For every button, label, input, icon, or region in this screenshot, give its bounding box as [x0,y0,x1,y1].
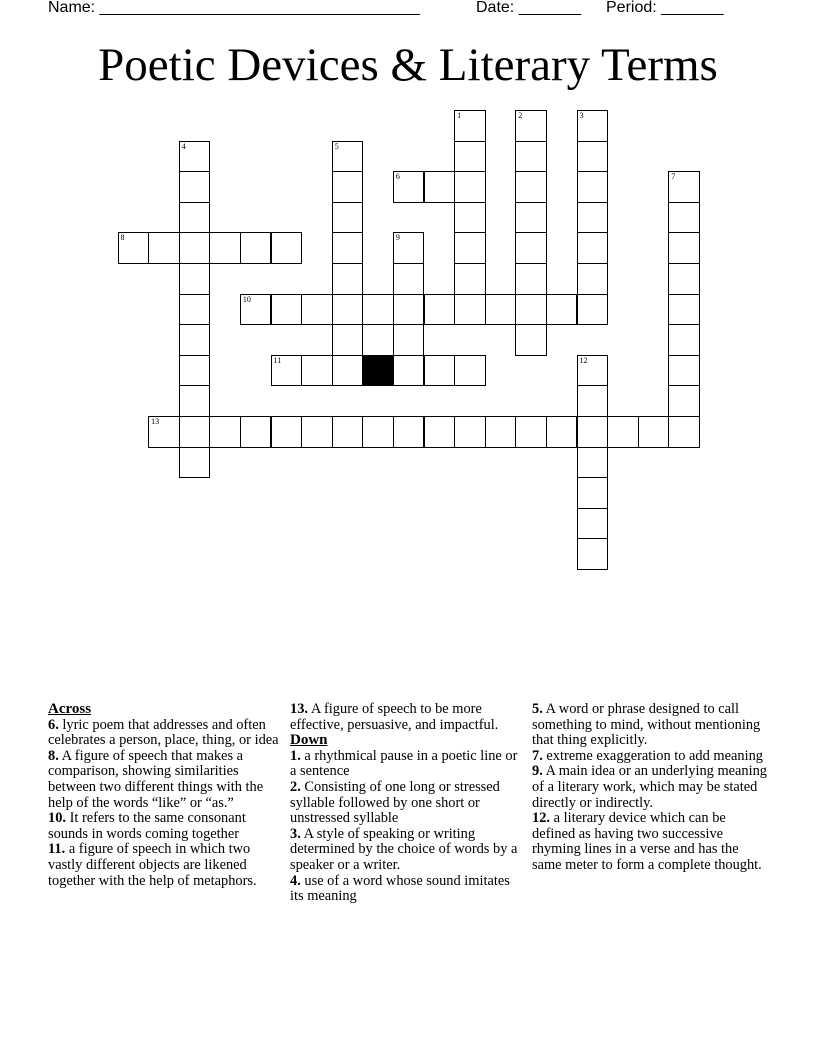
crossword-cell[interactable] [515,263,547,295]
crossword-cell[interactable] [393,263,425,295]
crossword-cell[interactable] [577,110,609,142]
crossword-cell[interactable] [668,385,700,417]
crossword-cell[interactable] [179,355,211,387]
crossword-cell[interactable] [577,385,609,417]
clue-number: 13. [290,701,308,717]
crossword-cell[interactable] [668,202,700,234]
crossword-cell[interactable] [148,232,180,264]
clue-text: A figure of speech that makes a comparison, showing similarities between two different things with the help of the words “like” or “as.” [48,747,264,811]
crossword-cell[interactable] [179,447,211,479]
crossword-cell[interactable] [179,385,211,417]
clue-text: use of a word whose sound imitates its meaning [290,872,510,905]
crossword-cell[interactable] [577,232,609,264]
clue-number-label: 9 [395,233,400,243]
crossword-cell[interactable] [546,416,578,448]
clue-down-7 [532,749,768,765]
clue-down-2 [290,780,526,827]
crossword-cell[interactable] [515,324,547,356]
crossword-cell[interactable] [362,416,394,448]
clue-number-label: 13 [151,417,160,426]
clue-number-label: 2 [518,111,523,120]
clue-text: a literary device which can be defined as having two successive rhyming lines in a verse and has the same meter to form a complete thought. [532,810,762,873]
clue-across-10 [48,811,284,842]
crossword-cell[interactable] [485,294,517,326]
clue-across-11 [48,842,284,889]
clue-text: A figure of speech to be more effective, persuasive, and impactful. [290,701,499,733]
clue-across-13 [290,702,526,733]
clue-number-label: 8 [120,233,125,243]
crossword-cell[interactable] [577,141,609,173]
crossword-cell[interactable] [179,202,211,234]
crossword-cell[interactable] [179,141,211,173]
crossword-cell[interactable] [393,232,425,264]
crossword-cell[interactable] [332,416,364,448]
crossword-cell[interactable] [454,263,486,295]
clue-down-1 [290,749,526,780]
clue-down-3 [290,827,526,874]
crossword-cell[interactable] [424,171,456,203]
crossword-cell[interactable] [393,294,425,326]
crossword-cell[interactable] [454,110,486,142]
crossword-cell[interactable] [179,171,211,203]
crossword-cell[interactable] [424,294,456,326]
crossword-cell[interactable] [485,416,517,448]
crossword-cell[interactable] [393,355,425,387]
clue-number: 5. [532,701,543,717]
crossword-cell[interactable] [577,294,609,326]
clue-text: Consisting of one long or stressed syllable followed by one short or unstressed syllable [290,778,500,827]
clue-number: 6. [48,716,59,733]
crossword-cell[interactable] [332,294,364,326]
crossword-cell[interactable] [332,171,364,203]
crossword-cell[interactable] [332,263,364,295]
crossword-cell[interactable] [577,202,609,234]
black-cell [362,355,394,387]
crossword-cell[interactable] [577,416,609,448]
crossword-cell[interactable] [301,416,333,448]
crossword-cell[interactable] [179,416,211,448]
crossword-cell[interactable] [362,294,394,326]
clue-number-label: 3 [579,111,584,120]
clue-text: a rhythmical pause in a poetic line or a sentence [290,747,518,780]
crossword-cell[interactable] [515,171,547,203]
crossword-cell[interactable] [332,355,364,387]
crossword-cell[interactable] [515,110,547,142]
clue-number: 2. [290,778,301,795]
crossword-cell[interactable] [515,202,547,234]
clue-number-label: 5 [334,141,339,151]
crossword-cell[interactable] [515,141,547,173]
across-heading: Across [48,701,92,717]
clue-number-label: 10 [242,294,251,304]
crossword-cell[interactable] [577,263,609,295]
crossword-cell[interactable] [577,538,609,570]
crossword-cell[interactable] [668,294,700,326]
crossword-cell[interactable] [209,416,241,448]
clue-across-6 [48,718,284,749]
clue-text: A word or phrase designed to call something to mind, without mentioning that thing explicitly. [532,701,761,749]
crossword-cell[interactable] [271,294,303,326]
crossword-cell[interactable] [454,294,486,326]
clue-text: A style of speaking or writing determined by the choice of words by a speaker or a writer. [290,825,518,873]
crossword-cell[interactable] [515,232,547,264]
crossword-cell[interactable] [515,416,547,448]
crossword-cell[interactable] [668,416,700,448]
crossword-cell[interactable] [454,355,486,387]
clue-number: 9. [532,763,543,780]
crossword-cell[interactable] [577,508,609,540]
clue-text: a figure of speech in which two vastly different objects are likened together with the help of metaphors. [48,841,257,889]
crossword-cell[interactable] [454,141,486,173]
clue-number: 7. [532,747,543,764]
crossword-cell[interactable] [240,232,272,264]
clue-number: 4. [290,872,301,889]
crossword-cell[interactable] [454,202,486,234]
page-title: Poetic Devices & Literary Terms [98,39,718,91]
crossword-cell[interactable] [179,232,211,264]
crossword-cell[interactable] [301,355,333,387]
crossword-cell[interactable] [577,477,609,509]
clue-number-label: 12 [579,355,588,365]
crossword-cell[interactable] [148,416,180,448]
clue-number: 11. [48,841,66,858]
clue-number: 12. [532,810,550,827]
crossword-cell[interactable] [577,171,609,203]
crossword-cell[interactable] [668,263,700,295]
crossword-cell[interactable] [454,171,486,203]
clue-text: A main idea or an underlying meaning of a literary work, which may be stated directly or indirectly. [532,763,768,811]
crossword-cell[interactable] [546,294,578,326]
name-field: Name: ____________________________________ [48,0,420,16]
clue-text: lyric poem that addresses and often celebrates a person, place, thing, or idea [48,716,279,749]
clue-down-12 [532,811,768,873]
crossword-cell[interactable] [332,232,364,264]
clue-down-5 [532,702,768,749]
crossword-cell[interactable] [668,324,700,356]
crossword-cell[interactable] [301,294,333,326]
crossword-cell[interactable] [393,171,425,203]
clue-number: 10. [48,810,66,827]
crossword-cell[interactable] [332,324,364,356]
crossword-cell[interactable] [424,416,456,448]
clue-number-label: 7 [671,172,676,182]
crossword-cell[interactable] [209,232,241,264]
clues-column-2 [290,702,526,905]
crossword-cell[interactable] [179,324,211,356]
crossword-cell[interactable] [577,447,609,479]
crossword-cell[interactable] [454,232,486,264]
clue-across-8 [48,749,284,811]
crossword-cell[interactable] [454,416,486,448]
clue-number-label: 4 [181,141,186,151]
clue-down-9 [532,764,768,811]
crossword-cell[interactable] [240,416,272,448]
period-field: Period: _______ [606,0,724,16]
crossword-cell[interactable] [332,202,364,234]
crossword-cell[interactable] [332,141,364,173]
clue-down-4 [290,874,526,905]
crossword-cell[interactable] [179,294,211,326]
crossword-cell[interactable] [668,171,700,203]
crossword-cell[interactable] [393,324,425,356]
crossword-cell[interactable] [515,294,547,326]
down-heading: Down [290,732,328,749]
clue-number: 8. [48,747,59,764]
crossword-cell[interactable] [271,232,303,264]
crossword-cell[interactable] [607,416,639,448]
crossword-cell[interactable] [179,263,211,295]
crossword-cell[interactable] [668,232,700,264]
clues-column-3 [532,702,768,874]
clue-number-label: 1 [457,111,462,120]
date-field: Date: _______ [476,0,581,16]
crossword-cell[interactable] [638,416,670,448]
crossword-cell[interactable] [118,232,150,264]
clue-number: 3. [290,825,301,842]
clue-number-label: 11 [273,355,282,365]
clue-number-label: 6 [395,172,400,182]
crossword-cell[interactable] [668,355,700,387]
crossword-cell[interactable] [271,416,303,448]
clue-text: extreme exaggeration to add meaning [546,747,763,764]
clue-text: It refers to the same consonant sounds in words coming together [48,810,246,842]
crossword-cell[interactable] [271,355,303,387]
clue-number: 1. [290,747,301,764]
crossword-cell[interactable] [424,355,456,387]
crossword-cell[interactable] [240,294,272,326]
clues-column-1 [48,702,284,889]
crossword-cell[interactable] [577,355,609,387]
crossword-cell[interactable] [393,416,425,448]
